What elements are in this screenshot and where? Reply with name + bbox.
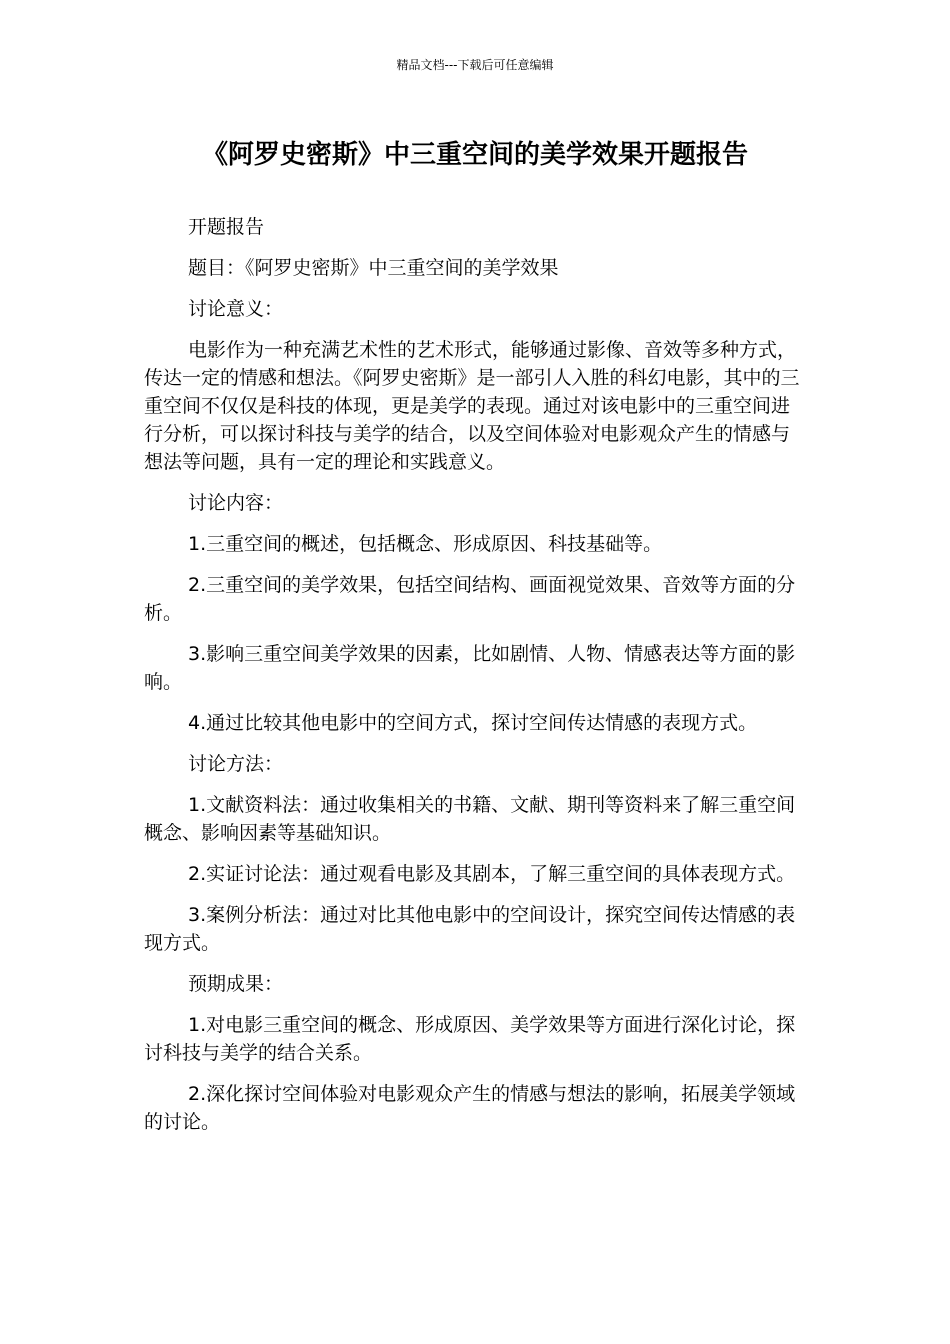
outcome-item: 2.深化探讨空间体验对电影观众产生的情感与想法的影响，拓展美学领域的讨论。 [144, 1083, 796, 1133]
content-item: 3.影响三重空间美学效果的因素，比如剧情、人物、情感表达等方面的影响。 [144, 643, 796, 693]
document-body [144, 213, 806, 1149]
section-label-report: 开题报告 [188, 216, 265, 238]
header-note: 精品文档---下载后可任意编辑 [396, 58, 554, 72]
section-heading-content: 讨论内容： [188, 492, 284, 514]
topic-line: 题目：《阿罗史密斯》中三重空间的美学效果 [188, 257, 559, 279]
section-heading-significance: 讨论意义： [188, 298, 284, 320]
content-item: 2.三重空间的美学效果，包括空间结构、画面视觉效果、音效等方面的分析。 [144, 574, 796, 624]
method-item: 1.文献资料法：通过收集相关的书籍、文献、期刊等资料来了解三重空间概念、影响因素等基础知识。 [144, 794, 796, 844]
paragraph-significance: 电影作为一种充满艺术性的艺术形式，能够通过影像、音效等多种方式，传达一定的情感和想法。《阿罗史密斯》是一部引人入胜的科幻电影，其中的三重空间不仅仅是科技的体现，更是美学的表现。通过对该电影中的三重空间进行分析，可以探讨科技与美学的结合，以及空间体验对电影观众产生的情感与想法等问题，具有一定的理论和实践意义。 [144, 339, 800, 473]
content-item: 4.通过比较其他电影中的空间方式，探讨空间传达情感的表现方式。 [188, 712, 758, 734]
content-item: 1.三重空间的概述，包括概念、形成原因、科技基础等。 [188, 533, 663, 555]
outcome-item: 1.对电影三重空间的概念、形成原因、美学效果等方面进行深化讨论，探讨科技与美学的结合关系。 [144, 1014, 796, 1064]
method-item: 3.案例分析法：通过对比其他电影中的空间设计，探究空间传达情感的表现方式。 [144, 904, 796, 954]
document-title: 《阿罗史密斯》中三重空间的美学效果开题报告 [201, 140, 748, 170]
section-heading-outcomes: 预期成果： [188, 973, 284, 995]
method-item: 2.实证讨论法：通过观看电影及其剧本，了解三重空间的具体表现方式。 [188, 863, 796, 885]
section-heading-methods: 讨论方法： [188, 753, 284, 775]
